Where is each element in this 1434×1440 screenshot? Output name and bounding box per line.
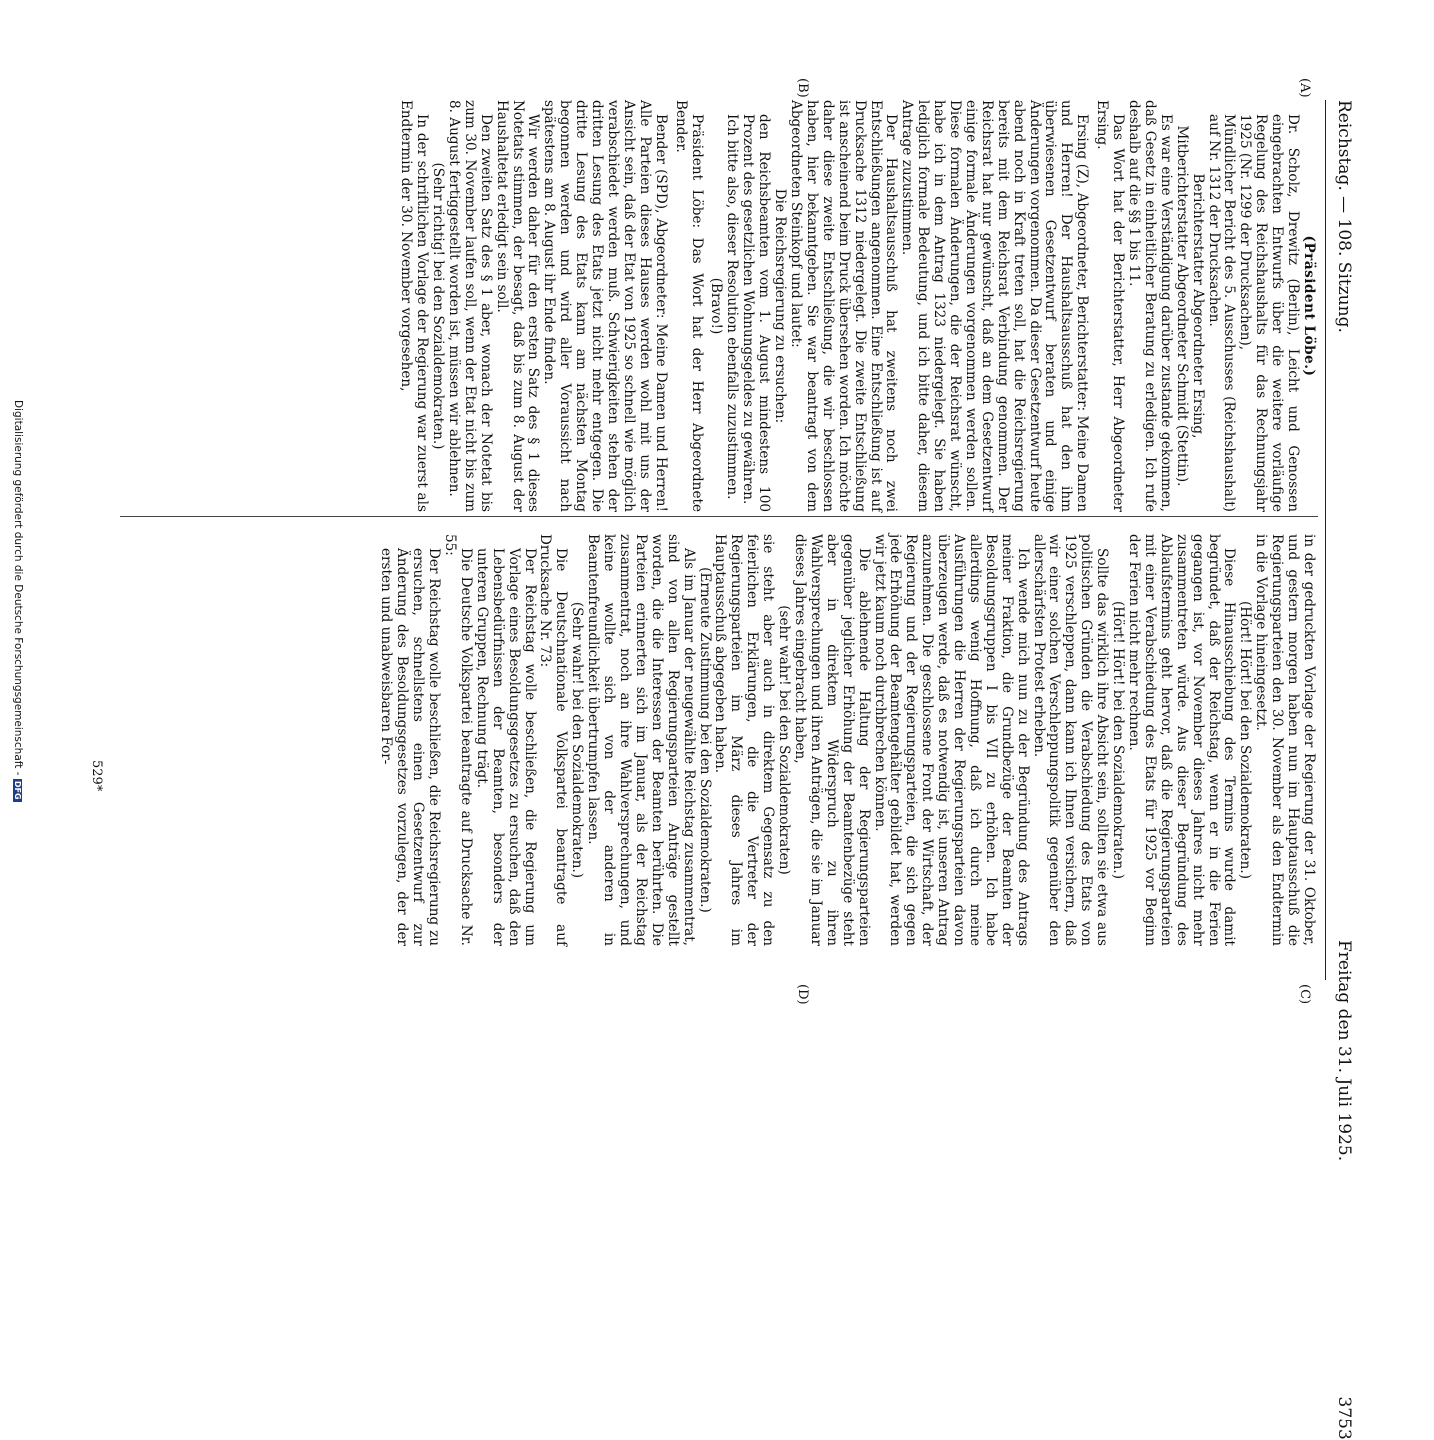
paragraph: Ich bitte also, dieser Resolution ebenfalls zuzustimmen.	[724, 114, 741, 500]
margin-letter-a: (A)	[1297, 78, 1312, 98]
interjection: (Erneute Zustimmung bei den Sozialdemokraten.)	[696, 567, 713, 913]
paragraph: Sollte das wirklich ihre Absicht sein, sollten sie etwa aus politischen Gründen die Verabschiedung des Etats von 1925 verschleppen, dann kann ich Ihnen versichern, daß wir einer solchen Verschleppungspolitik gegenüber den allerschärfsten Protest erheben.	[1030, 534, 1111, 946]
left-column	[397, 100, 1316, 512]
interjection: (Hört! Hört! bei den Sozialdemokraten.)	[1110, 600, 1127, 880]
right-column	[378, 534, 1316, 946]
paragraph: Mitberichterstatter Abgeordneter Schmidt (Stettin).	[1173, 125, 1190, 487]
paragraph: Dr. Scholz, Drewitz (Berlin), Leicht und Genossen eingebrachten Entwurfs über die weitere vorläufige Regelung des Reichshaushalts für das Rechnungsjahr 1925 (Nr. 1299 der Drucksachen),	[1237, 114, 1302, 512]
paragraph: Ersing (Z), Abgeordneter, Berichterstatter: Meine Damen und Herren! Der Haushaltsausschuß hat den ihm überwiesenen Gesetzentwurf beraten und einige Änderungen vorgenommen. Da dieser Gesetzentwurf heute abend noch in Kraft treten soll, hat die Reichsregierung bereits mit dem Reichsrat Verbindung genommen. Der Reichsrat hat nur gewünscht, daß an dem Gesetzentwurf einige formale Änderungen vorgenommen werden sollen. Diese formalen Änderungen, die der Reichsrat wünscht, habe ich in dem Antrag 1323 niedergelegt. Sie haben lediglich formale Bedeutung, und ich bitte daher, diesem Antrage zuzustimmen.	[899, 100, 1091, 512]
paragraph: Das Wort hat der Berichterstatter, Herr Abgeordneter Ersing.	[1094, 100, 1127, 512]
paragraph: Diese Hinausschiebung des Termins wurde damit begründet, daß der Reichstag, wenn er in die Ferien gegangen ist, vor November dieses Jahres nicht mehr zusammentreten würde. Aus dieser Begründung des Ablaufstermins geht hervor, daß die Regierungsparteien mit einer Verabschiedung des Etats für 1925 vor Beginn der Ferien nicht mehr rechnen.	[1126, 534, 1238, 946]
page-number-top: 3753	[1334, 1396, 1354, 1440]
paragraph: Der Haushaltsausschuß hat zweitens noch zwei Entschließungen angenommen. Eine Entschließung ist auf Drucksache 1312 niedergelegt. Die zweite Entschließung ist anscheinend beim Druck übersehen worden. Ich möchte daher diese zweite Entschließung, die wir beschlossen haben, hier bekanntgeben. Sie war beantragt von dem Abgeordneten Steinkopf und lautet:	[788, 100, 900, 512]
running-header-right	[1324, 940, 1354, 1440]
column-divider	[120, 516, 1318, 517]
speaker-ref: (Präsident Löbe.)	[1301, 235, 1317, 377]
paragraph: Der Reichstag wolle beschließen, die Regierung um Vorlage eines Besoldungsgesetzes zu ersuchen, daß den Lebensbedürfnissen der Beamten, besonders der unteren Gruppen, Rechnung trägt.	[473, 548, 538, 946]
paragraph: den Reichsbeamten vom 1. August mindestens 100 Prozent des gesetzlichen Wohnungsgeldes zu gewähren.	[740, 114, 773, 512]
paragraph: in der gedruckten Vorlage der Regierung der 31. Oktober, und gestern morgen haben nun im Hauptausschuß die Regierungsparteien den 30. November als den Endtermin in die Vorlage hineingesetzt.	[1253, 534, 1317, 946]
margin-letter-d: (D)	[795, 984, 810, 1005]
paragraph: Ich wende mich nun zu der Begründung des Antrags meiner Fraktion, die Grundbezüge der Beamten der Besoldungsgruppen I bis VII zu erhöhen. Ich habe allerdings wenig Hoffnung, daß ich durch meine Ausführungen die Herren der Regierungsparteien davon überzeugen werde, daß es notwendig ist, unseren Antrag anzunehmen. Die geschlossene Front der Wirtschaft, der Regierung und der Regierungsparteien, die sich gegen jede Erhöhung der Beamtengehälter gebildet hat, werden wir jetzt kaum noch durchbrechen können.	[871, 534, 1031, 946]
paragraph: Die Deutschnationale Volkspartei beantragte auf Drucksache Nr. 73:	[537, 534, 570, 946]
paragraph: Wir werden daher für den ersten Satz des § 1 dieses Notetats stimmen, der besagt, daß bis zum 8. August der Haushaltetat erledigt sein soll.	[493, 100, 542, 512]
credit-text: Digitalisierung gefördert durch die Deutsche Forschungsgemeinschaft -	[12, 400, 24, 776]
header-rule	[1325, 100, 1326, 980]
interjection: (Sehr richtig! bei den Sozialdemokraten.)	[430, 162, 447, 450]
running-header-date: Freitag den 31. Juli 1925.	[1334, 940, 1354, 1162]
paragraph: In der schriftlichen Vorlage der Regierung war zuerst als Endtermin der 30. November vorgesehen,	[398, 100, 431, 512]
running-header-left: Reichstag. — 108. Sitzung.	[1334, 100, 1354, 333]
interjection: (Bravo!)	[708, 277, 725, 335]
paragraph: Die Deutsche Volkspartei beantragte auf Drucksache Nr. 55:	[442, 534, 474, 946]
page-signature: 529*	[89, 760, 104, 792]
margin-letter-c: (C)	[1297, 984, 1312, 1005]
margin-letter-b: (B)	[795, 78, 810, 98]
interjection: (Sehr wahr! bei den Sozialdemokraten.)	[569, 601, 586, 879]
paragraph: Die ablehnende Haltung der Regierungsparteien gegenüber jeglicher Erhöhung der Beamtenbezüge steht aber in direktem Widerspruch zu ihren Wahlversprechungen und ihren Anträgen, die sie im Januar dieses Jahres eingebracht haben,	[792, 534, 872, 946]
dfg-logo-icon: DFG	[13, 780, 22, 800]
interjection: (Hört! Hört! bei den Sozialdemokraten.)	[1237, 600, 1254, 880]
paragraph: Als im Januar der neugewählte Reichstag zusammentrat, sind von allen Regierungsparteien Anträge gestellt worden, die die Interessen der Beamten berührten. Die Parteien erinnerten sich im Januar, als der Reichstag zusammentrat, noch an ihre Wahlversprechungen, und keine wollte sich von der anderen in Beamtenfreundlichkeit übertrumpfen lassen.	[585, 534, 697, 946]
interjection: (sehr wahr! bei den Sozialdemokraten)	[776, 605, 793, 875]
paragraph: Der Reichstag wolle beschließen, die Reichsregierung zu ersuchen, schnellstens einen Gesetzentwurf zur Änderung des Besoldungsgesetzes vorzulegen, der der ersten und unabweisbaren For-	[378, 548, 443, 946]
paragraph: Berichterstatter Abgeordneter Ersing,	[1189, 173, 1206, 439]
paragraph: Den zweiten Satz des § 1 aber, wonach der Notetat bis zum 30. November laufen soll, wenn der Etat nicht bis zum 8. August fertiggestellt worden ist, müssen wir ablehnen.	[445, 100, 494, 512]
paragraph: Es war eine Verständigung darüber zustande gekommen, daß Gesetz in einheitlicher Beratung zu erledigen. Ich rufe deshalb auf die §§ 1 bis 11.	[1126, 100, 1174, 512]
paragraph: Präsident Löbe: Das Wort hat der Herr Abgeordnete Bender.	[672, 100, 705, 512]
paragraph: Die Reichsregierung zu ersuchen:	[772, 188, 789, 424]
paragraph: Mündlicher Bericht des 5. Ausschusses (Reichshaushalt) auf Nr. 1312 der Drucksachen.	[1205, 114, 1238, 512]
paragraph: Bender (SPD), Abgeordneter: Meine Damen und Herren! Alle Parteien dieses Hauses werden wohl mit uns der Ansicht sein, daß der Etat von 1925 so schnell wie möglich verabschiedet werden muß. Schwierigkeiten stehen der dritten Lesung des Etats jetzt nicht mehr entgegen. Die dritte Lesung des Etats kann am nächsten Montag begonnen werden und wird aller Voraussicht nach spätestens am 8. August ihr Ende finden.	[541, 100, 669, 512]
digitization-credit	[12, 0, 24, 1000]
paragraph: sie steht aber auch in direktem Gegensatz zu den feierlichen Erklärungen, die die Vertreter der Regierungsparteien im März dieses Jahres im Hauptausschuß abgegeben haben.	[712, 534, 777, 946]
